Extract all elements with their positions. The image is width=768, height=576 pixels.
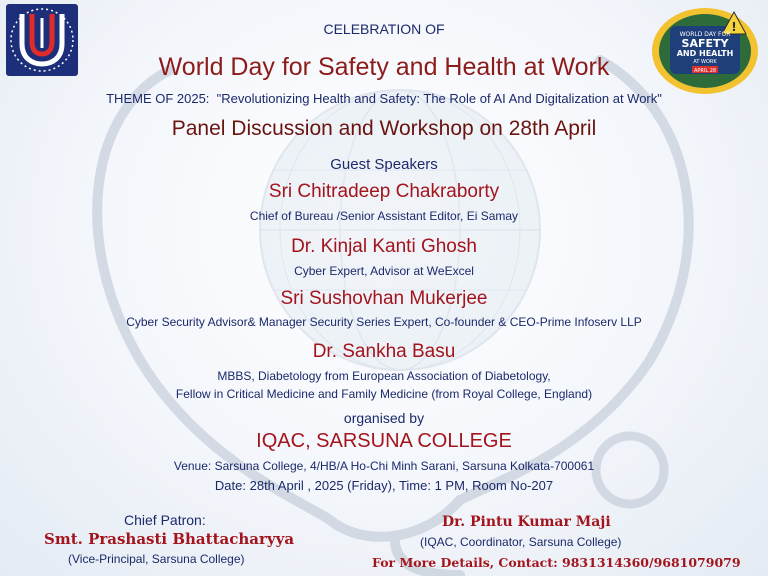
- speaker-desc-2: Fellow in Critical Medicine and Family Medicine (from Royal College, England): [175, 387, 593, 401]
- contact-text: For More Details, Contact: 9831314360/9681079079: [372, 555, 741, 570]
- badge-line2: SAFETY: [681, 37, 729, 50]
- chief-patron-label: Chief Patron:: [124, 512, 206, 528]
- svg-text:!: !: [731, 20, 737, 34]
- celebration-label: CELEBRATION OF: [323, 21, 445, 37]
- speaker-name: Dr. Sankha Basu: [312, 341, 456, 362]
- patron-name: Smt. Prashasti Bhattacharyya: [44, 530, 295, 548]
- theme-label: THEME OF 2025:: [106, 91, 210, 106]
- theme-line: [0, 91, 768, 106]
- badge-date: APRIL 28: [693, 68, 717, 74]
- speaker-name: Sri Sushovhan Mukerjee: [280, 288, 488, 309]
- patron-role: (Vice-Principal, Sarsuna College): [68, 552, 245, 566]
- speaker-desc: Cyber Expert, Advisor at WeExcel: [294, 264, 474, 278]
- speaker-name: Sri Chitradeep Chakraborty: [268, 181, 500, 202]
- safety-health-badge: [650, 6, 760, 96]
- coordinator-role: (IQAC, Coordinator, Sarsuna College): [420, 535, 622, 549]
- speaker-desc: Cyber Security Advisor& Manager Security Series Expert, Co-founder & CEO-Prime Infoserv LLP: [126, 315, 642, 329]
- speaker-name: Dr. Kinjal Kanti Ghosh: [291, 236, 477, 257]
- event-subtitle: Panel Discussion and Workshop on 28th April: [171, 117, 597, 140]
- venue-text: Venue: Sarsuna College, 4/HB/A Ho-Chi Minh Sarani, Sarsuna Kolkata-700061: [173, 459, 595, 473]
- speaker-desc: Chief of Bureau /Senior Assistant Editor, Ei Samay: [249, 209, 519, 223]
- date-time-text: Date: 28th April , 2025 (Friday), Time: 1 PM, Room No-207: [214, 478, 554, 493]
- event-title: World Day for Safety and Health at Work: [158, 53, 610, 81]
- badge-line4: AT WORK: [693, 59, 717, 65]
- theme-text: "Revolutionizing Health and Safety: The Role of AI And Digitalization at Work": [216, 91, 662, 106]
- coordinator-name: Dr. Pintu Kumar Maji: [442, 514, 611, 530]
- speaker-desc: MBBS, Diabetology from European Association of Diabetology,: [217, 369, 551, 383]
- badge-line3: AND HEALTH: [676, 49, 734, 58]
- organised-by-label: organised by: [343, 410, 425, 426]
- guest-speakers-heading: Guest Speakers: [330, 156, 438, 173]
- badge-line1: WORLD DAY FOR: [679, 31, 731, 38]
- organiser-name: IQAC, SARSUNA COLLEGE: [256, 430, 512, 452]
